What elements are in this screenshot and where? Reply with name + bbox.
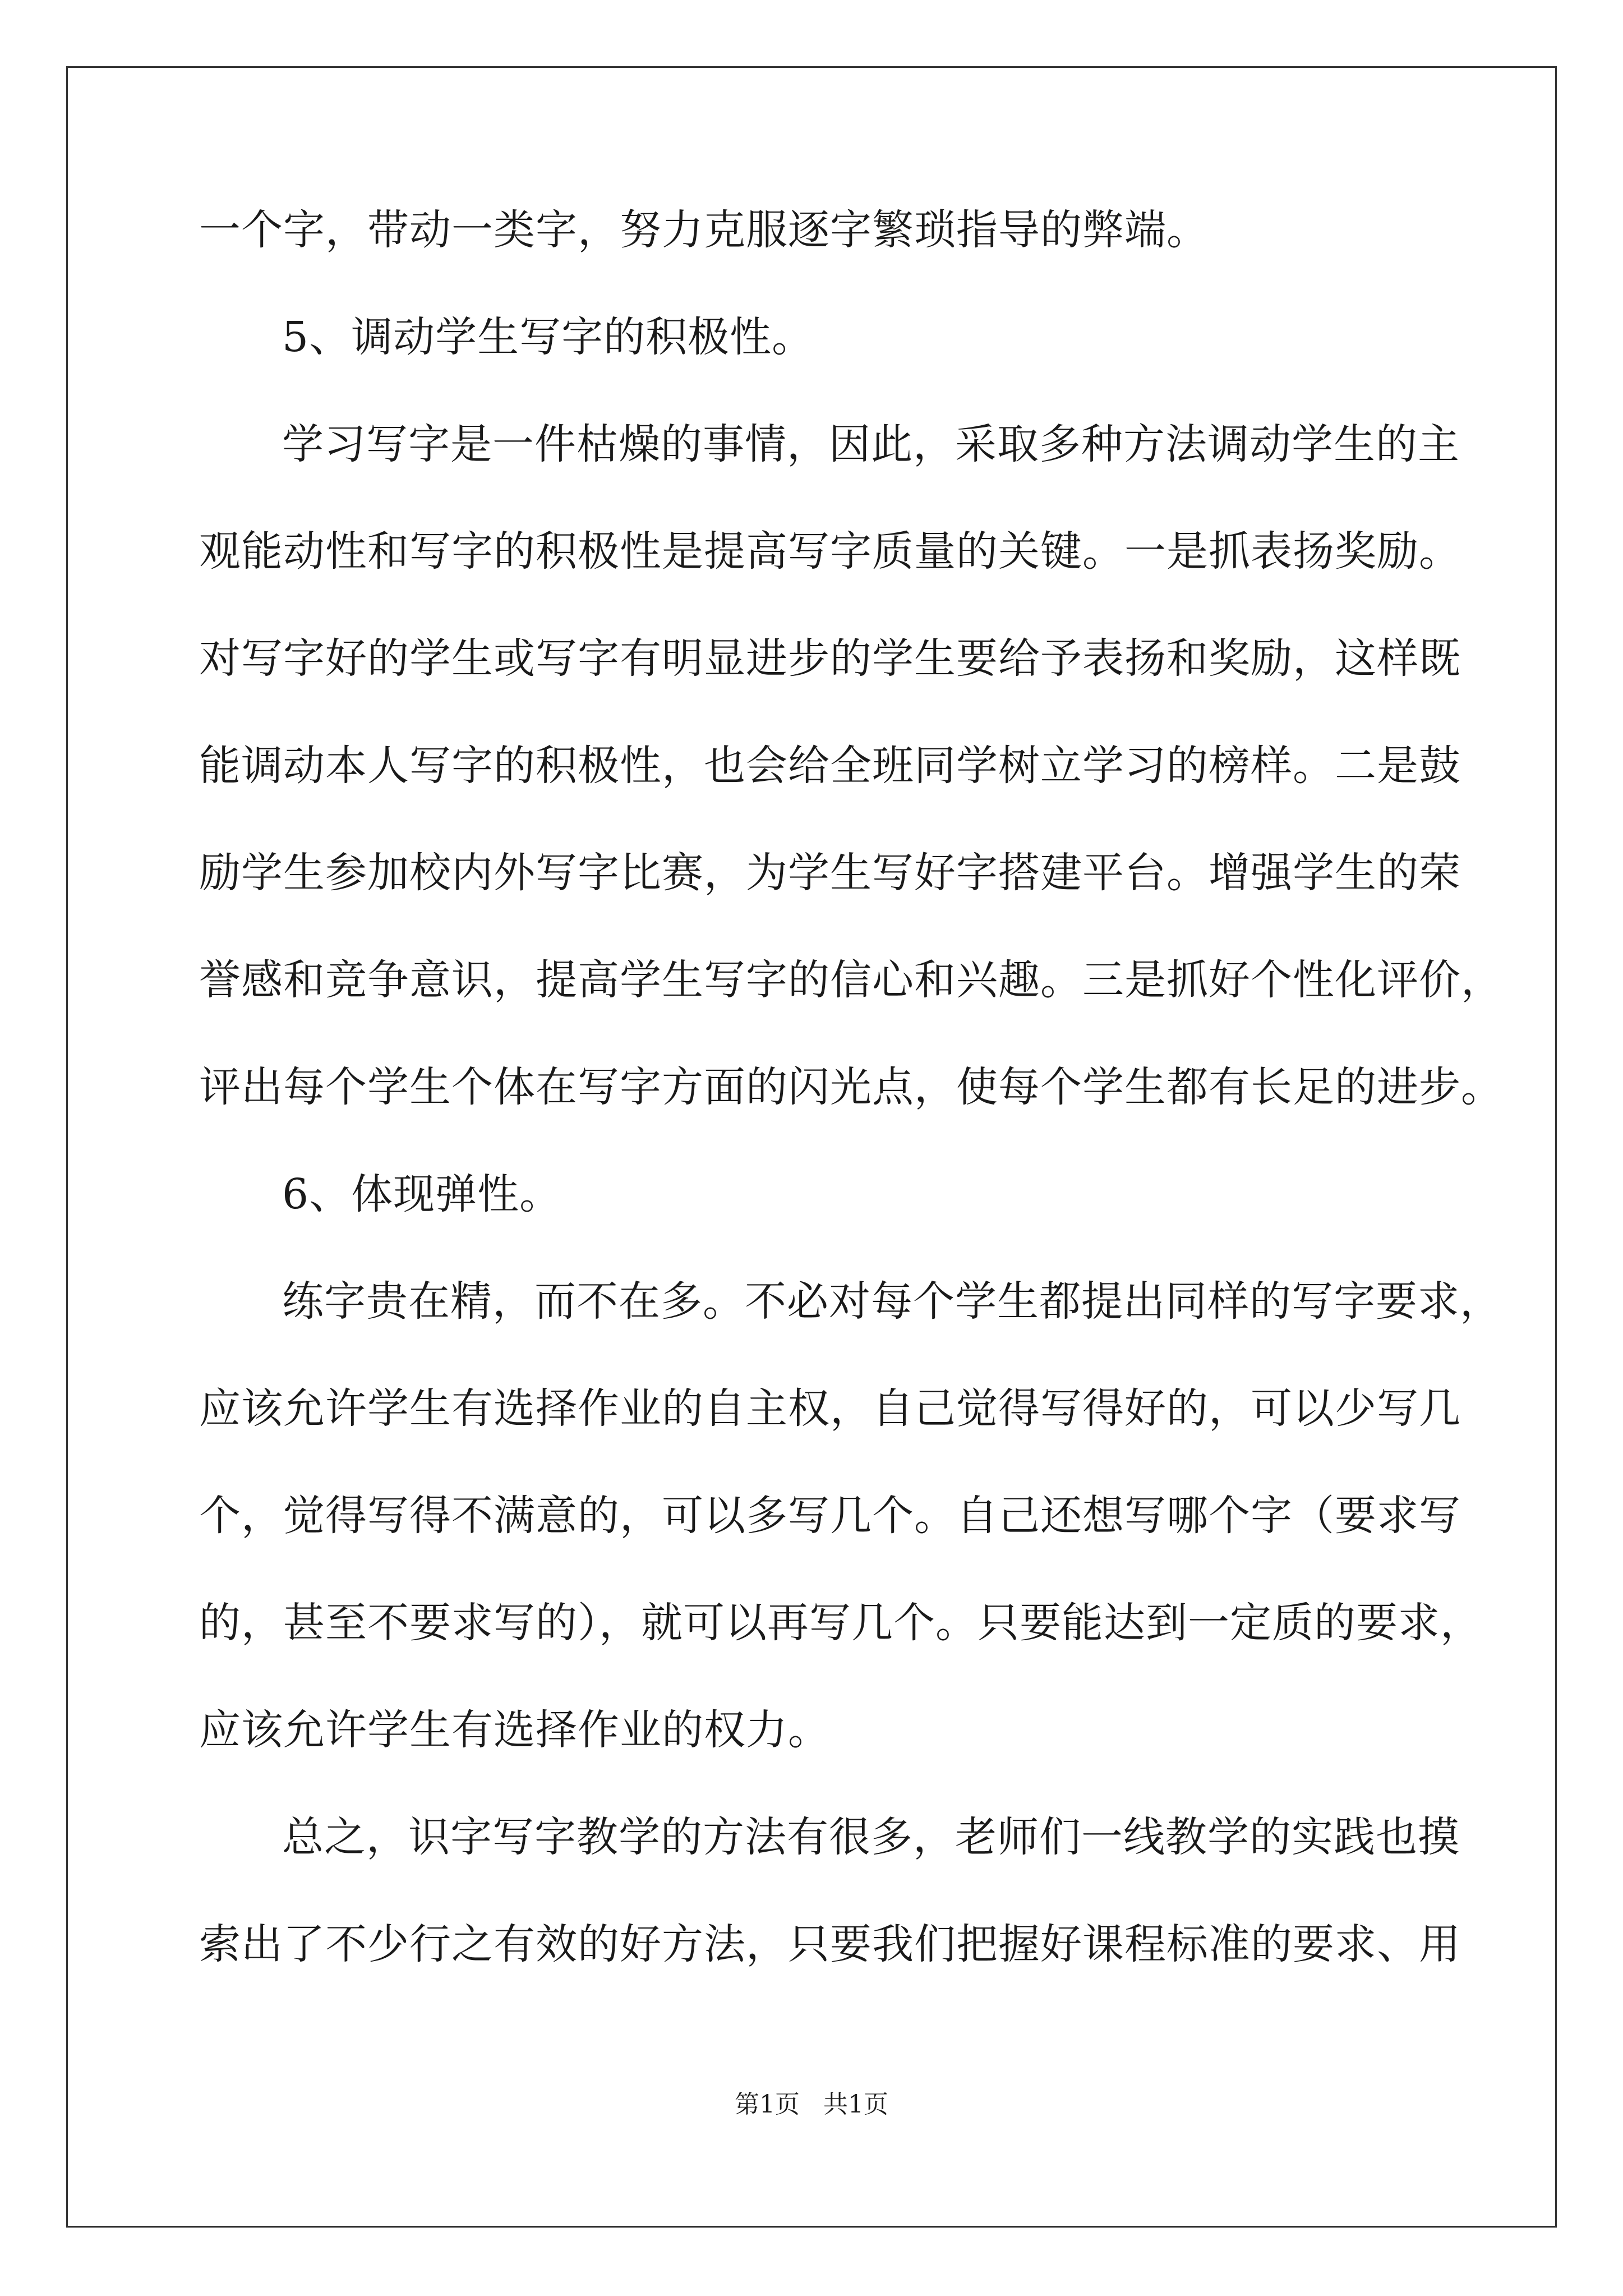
- text-line: 总之，识字写字教学的方法有很多，老师们一线教学的实践也摸: [282, 1813, 1460, 1861]
- page-footer: 第1页 共1页: [735, 2090, 888, 2119]
- text-line: 的，甚至不要求写的），就可以再写几个。只要能达到一定质的要求，: [199, 1599, 1482, 1647]
- text-line: 观能动性和写字的积极性是提高写字质量的关键。一是抓表扬奖励。: [199, 527, 1461, 576]
- text-line: 应该允许学生有选择作业的权力。: [199, 1706, 830, 1754]
- text-line: 个，觉得写得不满意的，可以多写几个。自己还想写哪个字（要求写: [199, 1492, 1461, 1540]
- page-border: [66, 66, 1557, 2228]
- text-line: 索出了不少行之有效的好方法，只要我们把握好课程标准的要求、用: [199, 1920, 1461, 1968]
- text-line: 应该允许学生有选择作业的自主权，自己觉得写得好的，可以少写几: [199, 1384, 1461, 1433]
- text-line: 评出每个学生个体在写字方面的闪光点，使每个学生都有长足的进步。: [199, 1063, 1503, 1111]
- text-line: 誉感和竞争意识，提高学生写字的信心和兴趣。三是抓好个性化评价，: [199, 956, 1503, 1004]
- text-line: 励学生参加校内外写字比赛，为学生写好字搭建平台。增强学生的荣: [199, 849, 1461, 897]
- section-heading: 5、调动学生写字的积极性。: [282, 313, 814, 361]
- text-line: 对写字好的学生或写字有明显进步的学生要给予表扬和奖励，这样既: [199, 634, 1461, 683]
- text-line: 能调动本人写字的积极性，也会给全班同学树立学习的榜样。二是鼓: [199, 742, 1461, 790]
- text-line: 练字贵在精，而不在多。不必对每个学生都提出同样的写字要求，: [282, 1277, 1502, 1326]
- text-line: 一个字，带动一类字，努力克服逐字繁琐指导的弊端。: [199, 206, 1209, 254]
- section-heading: 6、体现弹性。: [282, 1170, 562, 1218]
- text-line: 学习写字是一件枯燥的事情，因此，采取多种方法调动学生的主: [282, 420, 1460, 468]
